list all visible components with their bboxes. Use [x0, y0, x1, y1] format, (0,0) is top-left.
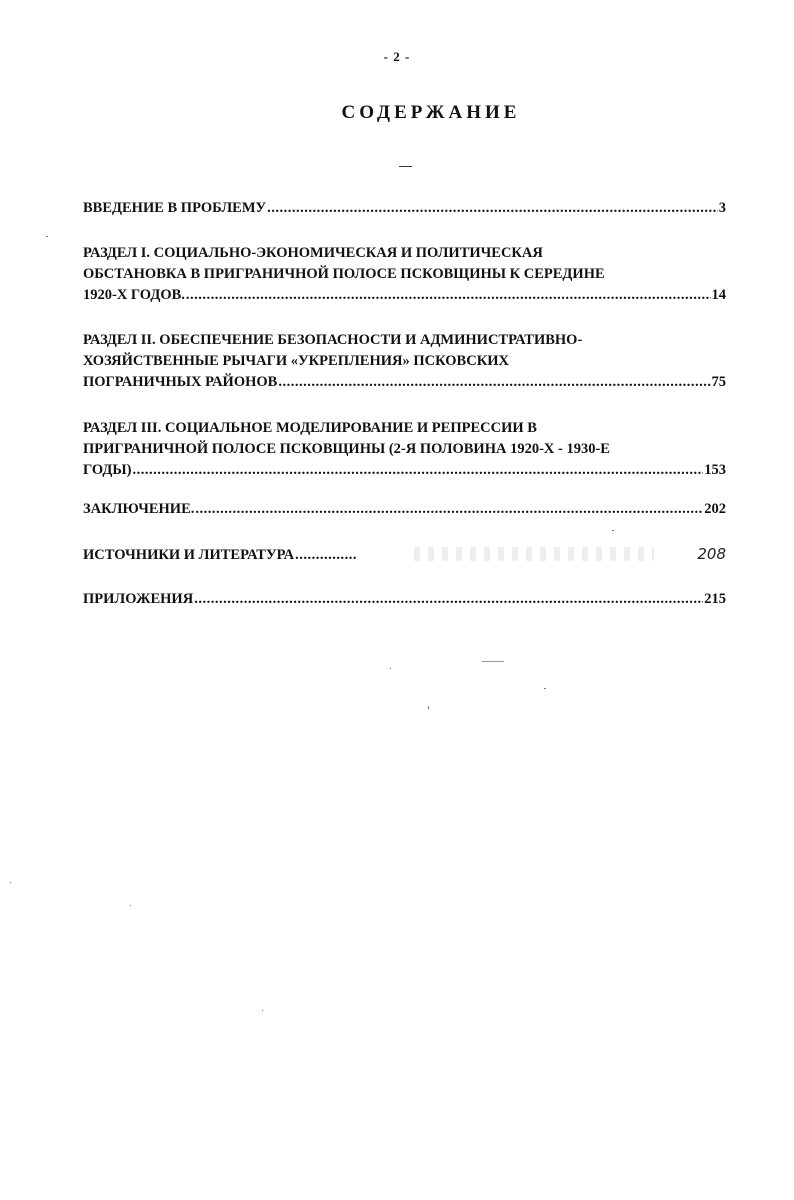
toc-entry-section-1[interactable]: [83, 243, 726, 306]
toc-leader-dots: [278, 372, 710, 393]
toc-entry-title-end: 1920-Х ГОДОВ.: [83, 287, 185, 303]
toc-entry-last-line: [83, 198, 726, 219]
toc-entry-last-line: [83, 285, 726, 306]
toc-entry-page: 153: [704, 462, 726, 478]
toc-entry-page: 202: [704, 501, 726, 517]
toc-entry-last-line: [83, 589, 726, 610]
page-number: - 2 -: [383, 49, 411, 64]
toc-entry-page: 14: [711, 287, 726, 303]
toc-entry-line: ОБСТАНОВКА В ПРИГРАНИЧНОЙ ПОЛОСЕ ПСКОВЩИНЫ К СЕРЕДИНЕ: [83, 266, 605, 282]
scan-speck: [46, 236, 48, 237]
toc-entry-appendices[interactable]: [83, 589, 726, 610]
toc-entry-title: ЗАКЛЮЧЕНИЕ.: [83, 501, 195, 517]
toc-entry-last-line: [83, 372, 726, 393]
toc-leader-dots: [194, 589, 703, 610]
toc-entry-line: ПРИГРАНИЧНОЙ ПОЛОСЕ ПСКОВЩИНЫ (2-Я ПОЛОВИНА 1920-Х - 1930-Е: [83, 441, 610, 457]
toc-entry-title: ИСТОЧНИКИ И ЛИТЕРАТУРА: [83, 547, 295, 563]
toc-entry-page: 215: [704, 591, 726, 607]
scan-speck: [612, 530, 614, 531]
scan-speck: [544, 688, 546, 689]
scan-speck: [482, 661, 504, 662]
scan-speck: [428, 706, 429, 709]
toc-entry-line: ХОЗЯЙСТВЕННЫЕ РЫЧАГИ «УКРЕПЛЕНИЯ» ПСКОВСКИХ: [83, 353, 509, 369]
toc-entry-page-handwritten: 208: [697, 545, 726, 563]
toc-entry-last-line: [83, 499, 726, 520]
scan-speck: [10, 882, 11, 883]
toc-entry-introduction[interactable]: [83, 198, 726, 219]
toc-leader-dots: [295, 545, 357, 566]
scan-speck: [130, 905, 131, 906]
scan-speck: [390, 668, 391, 669]
toc-entry-page: 75: [711, 374, 726, 390]
scan-speck: [262, 1010, 263, 1011]
toc-entry-title-end: ГОДЫ): [83, 462, 132, 478]
toc-entry-title: ВВЕДЕНИЕ В ПРОБЛЕМУ: [83, 200, 267, 216]
title-underline-mark: [399, 166, 412, 167]
toc-title: СОДЕРЖАНИЕ: [341, 102, 521, 123]
toc-leader-dots: [186, 285, 711, 306]
faded-scan-area: [414, 547, 654, 561]
toc-entry-section-2[interactable]: [83, 330, 726, 393]
toc-entry-page: 3: [718, 200, 726, 216]
toc-entry-conclusion[interactable]: [83, 499, 726, 520]
toc-entry-title: ПРИЛОЖЕНИЯ: [83, 591, 194, 607]
toc-leader-dots: [132, 460, 703, 481]
toc-leader-dots: [195, 499, 703, 520]
toc-entry-line: РАЗДЕЛ III. СОЦИАЛЬНОЕ МОДЕЛИРОВАНИЕ И РЕПРЕССИИ В: [83, 420, 537, 436]
toc-entry-title-end: ПОГРАНИЧНЫХ РАЙОНОВ: [83, 374, 278, 390]
toc-entry-last-line: [83, 460, 726, 481]
toc-entry-line: РАЗДЕЛ II. ОБЕСПЕЧЕНИЕ БЕЗОПАСНОСТИ И АДМИНИСТРАТИВНО-: [83, 332, 583, 348]
toc-leader-dots: [267, 198, 718, 219]
toc-entry-line: РАЗДЕЛ I. СОЦИАЛЬНО-ЭКОНОМИЧЕСКАЯ И ПОЛИТИЧЕСКАЯ: [83, 245, 543, 261]
toc-entry-section-3[interactable]: [83, 418, 726, 481]
